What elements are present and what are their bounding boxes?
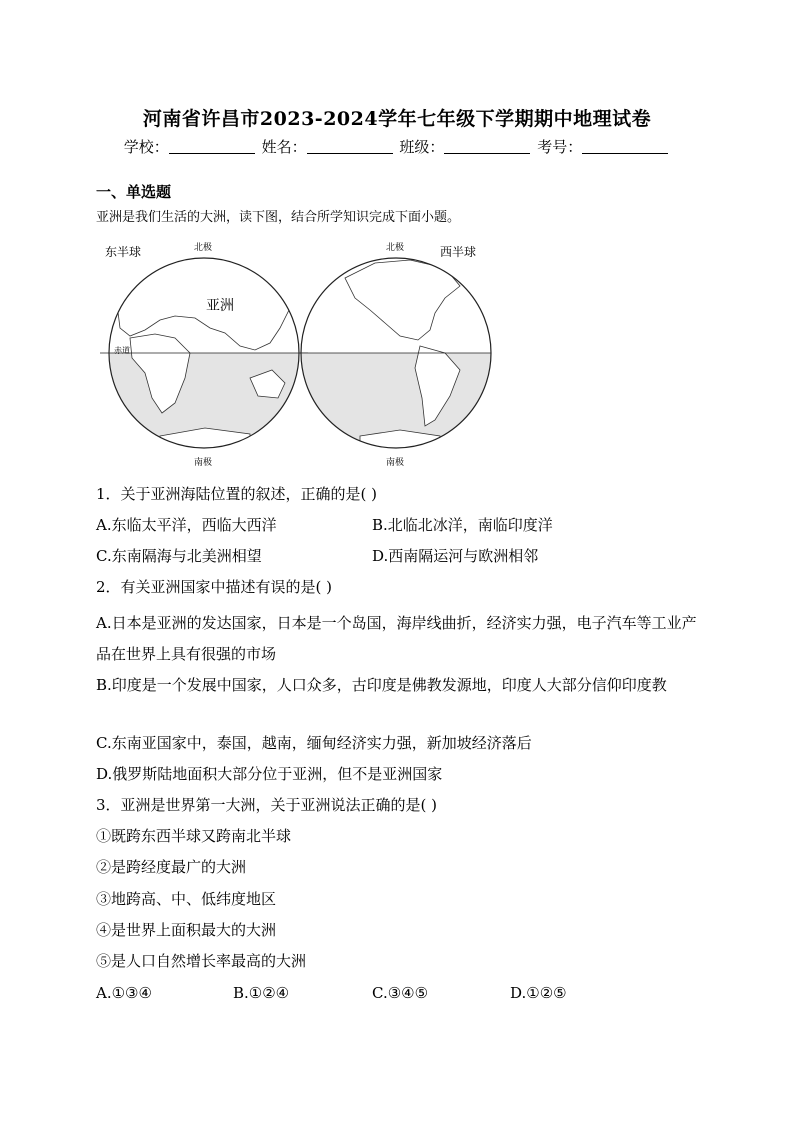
- q1-option-b[interactable]: B.北临北冰洋，南临印度洋: [372, 516, 553, 534]
- class-blank[interactable]: [444, 138, 530, 154]
- q3-option-a[interactable]: A.①③④: [96, 984, 152, 1002]
- asia-label: 亚洲: [206, 298, 234, 314]
- q2-option-d[interactable]: D.俄罗斯陆地面积大部分位于亚洲，但不是亚洲国家: [96, 765, 443, 783]
- q3-statement-3: ③地跨高、中、低纬度地区: [96, 890, 277, 908]
- student-info-line: [0, 136, 794, 157]
- q1-option-d[interactable]: D.西南隔运河与欧洲相邻: [372, 547, 539, 565]
- q1-option-c[interactable]: C.东南隔海与北美洲相望: [96, 547, 262, 565]
- east-equator-label: 赤道: [114, 346, 130, 355]
- name-blank[interactable]: [307, 138, 393, 154]
- class-label: 班级：: [399, 138, 445, 156]
- name-label: 姓名：: [261, 138, 307, 156]
- east-north-pole-label: 北极: [194, 243, 213, 253]
- school-blank[interactable]: [169, 138, 255, 154]
- q3-statement-5: ⑤是人口自然增长率最高的大洲: [96, 952, 307, 970]
- west-hemisphere: [300, 241, 510, 468]
- west-hemisphere-label: 西半球: [440, 245, 477, 259]
- section-heading: 一、单选题: [96, 183, 172, 201]
- east-south-pole-label: 南极: [194, 458, 213, 468]
- exam-title: 河南省许昌市2023-2024学年七年级下学期期中地理试卷: [142, 108, 652, 130]
- q3-statement-1: ①既跨东西半球又跨南北半球: [96, 827, 292, 845]
- world-hemispheres-map: [100, 238, 510, 470]
- intro-text: 亚洲是我们生活的大洲，读下图，结合所学知识完成下面小题。: [96, 210, 461, 225]
- q2-option-a[interactable]: A.日本是亚洲的发达国家，日本是一个岛国，海岸线曲折，经济实力强，电子汽车等工业产品在世界上具有很强的市场: [96, 614, 697, 663]
- number-blank[interactable]: [582, 138, 668, 154]
- question-1-stem: 1．关于亚洲海陆位置的叙述，正确的是( ): [96, 485, 378, 503]
- q3-statement-4: ④是世界上面积最大的大洲: [96, 921, 277, 939]
- q3-option-d[interactable]: D.①②⑤: [510, 984, 567, 1002]
- east-hemisphere-label: 东半球: [105, 245, 142, 259]
- west-south-pole-label: 南极: [386, 458, 405, 468]
- q3-option-c[interactable]: C.③④⑤: [372, 984, 429, 1002]
- q2-option-c[interactable]: C.东南亚国家中，泰国，越南，缅甸经济实力强，新加坡经济落后: [96, 734, 532, 752]
- east-hemisphere: [100, 241, 310, 468]
- number-label: 考号：: [537, 138, 583, 156]
- question-3-stem: 3．亚洲是世界第一大洲，关于亚洲说法正确的是( ): [96, 796, 438, 814]
- q3-statement-2: ②是跨经度最广的大洲: [96, 858, 247, 876]
- q1-option-a[interactable]: A.东临太平洋，西临大西洋: [96, 516, 277, 534]
- question-2-stem: 2．有关亚洲国家中描述有误的是( ): [96, 578, 333, 596]
- q2-option-b[interactable]: B.印度是一个发展中国家，人口众多，古印度是佛教发源地，印度人大部分信仰印度教: [96, 676, 667, 694]
- q3-option-b[interactable]: B.①②④: [233, 984, 290, 1002]
- school-label: 学校：: [123, 138, 169, 156]
- west-north-pole-label: 北极: [386, 243, 405, 253]
